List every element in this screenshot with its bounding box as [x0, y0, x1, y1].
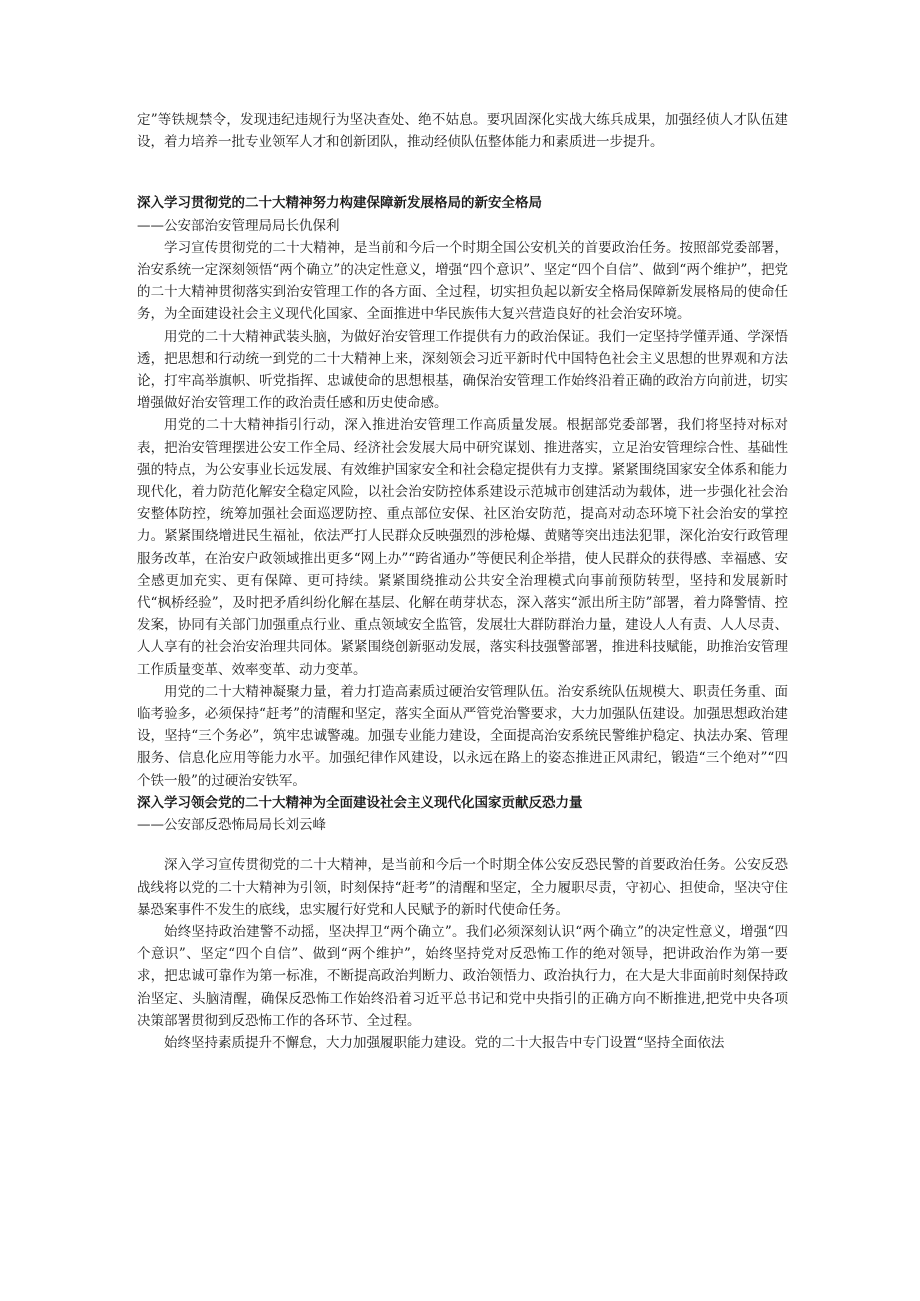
article-1-title: 深入学习贯彻党的二十大精神努力构建保障新发展格局的新安全格局 — [137, 195, 542, 212]
intro-paragraph: 定”等铁规禁令，发现违纪违规行为坚决查处、绝不姑息。要巩固深化实战大练兵成果，加强经侦人才队伍建设，着力培养一批专业领军人才和创新团队，推动经侦队伍整体能力和素质进一步提升。 — [137, 112, 788, 151]
article-1-paragraph: 用党的二十大精神凝聚力量，着力打造高素质过硬治安管理队伍。治安系统队伍规模大、职责任务重、面临考验多，必须保持“赶考”的清醒和坚定，落实全面从严管党治警要求，大力加强队伍建设。加强思想政治建设，坚持“三个务必”，筑牢忠诚警魂。加强专业能力建设，全面提高治安系统民警维护稳定、执法办案、管理服务、信息化应用等能力水平。加强纪律作风建设，以永远在路上的姿态推进正风肃纪，锻造“三个绝对”“四个铁一般”的过硬治安铁军。 — [137, 683, 788, 789]
article-1-author: ——公安部治安管理局局长仇保利 — [137, 217, 340, 234]
article-2-paragraph: 深入学习宣传贯彻党的二十大精神，是当前和今后一个时期全体公安反恐民警的首要政治任务。公安反恐战线将以党的二十大精神为引领，时刻保持“赶考”的清醒和坚定，全力履职尽责，守初心、担使命，坚决守住暴恐案事件不发生的底线，忠实履行好党和人民赋予的新时代使命任务。 — [137, 857, 788, 918]
document-page — [137, 109, 788, 1054]
article-1-paragraph: 用党的二十大精神指引行动，深入推进治安管理工作高质量发展。根据部党委部署，我们将坚持对标对表，把治安管理摆进公安工作全局、经济社会发展大局中研究谋划、推进落实，立足治安管理综合性、基础性强的特点，为公安事业长远发展、有效维护国家安全和社会稳定提供有力支撑。紧紧围绕国家安全体系和能力现代化，着力防范化解安全稳定风险，以社会治安防控体系建设示范城市创建活动为载体，进一步强化社会治安整体防控，统筹加强社会面巡逻防控、重点部位安保、社区治安防范，提高对动态环境下社会治安的掌控力。紧紧围绕增进民生福祉，依法严打人民群众反映强烈的涉枪爆、黄赌等突出违法犯罪，深化治安行政管理服务改革，在治安户政领域推出更多“网上办”“跨省通办”等便民利企举措，使人民群众的获得感、幸福感、安全感更加充实、更有保障、更可持续。紧紧围绕推动公共安全治理模式向事前预防转型，坚持和发展新时代“枫桥经验”，及时把矛盾纠纷化解在基层、化解在萌芽状态，深入落实“派出所主防”部署，着力降警情、控发案，协同有关部门加强重点行业、重点领域安全监管，发展壮大群防群治力量，建设人人有责、人人尽责、人人享有的社会治安治理共同体。紧紧围绕创新驱动发展，落实科技强警部署，推进科技赋能，助推治安管理工作质量变革、效率变革、动力变革。 — [137, 417, 788, 678]
article-1-paragraph: 用党的二十大精神武装头脑，为做好治安管理工作提供有力的政治保证。我们一定坚持学懂弄通、学深悟透，把思想和行动统一到党的二十大精神上来，深刻领会习近平新时代中国特色社会主义思想的世界观和方法论，打牢高举旗帜、听党指挥、忠诚使命的思想根基，确保治安管理工作始终沿着正确的政治方向前进，切实增强做好治安管理工作的政治责任感和历史使命感。 — [137, 328, 788, 412]
article-2-paragraph: 始终坚持素质提升不懈怠，大力加强履职能力建设。党的二十大报告中专门设置“坚持全面依法 — [164, 1034, 725, 1051]
article-1-paragraph: 学习宣传贯彻党的二十大精神，是当前和今后一个时期全国公安机关的首要政治任务。按照部党委部署，治安系统一定深刻领悟“两个确立”的决定性意义，增强“四个意识”、坚定“四个自信”、做到“两个维护”，把党的二十大精神贯彻落实到治安管理工作的各方面、全过程，切实担负起以新安全格局保障新发展格局的使命任务，为全面建设社会主义现代化国家、全面推进中华民族伟大复兴营造良好的社会治安环境。 — [137, 239, 788, 323]
article-2-author: ——公安部反恐怖局局长刘云峰 — [137, 817, 326, 834]
article-2-title: 深入学习领会党的二十大精神为全面建设社会主义现代化国家贡献反恐力量 — [137, 794, 583, 811]
article-2-paragraph: 始终坚持政治建警不动摇，坚决捍卫“两个确立”。我们必须深刻认识“两个确立”的决定性意义，增强“四个意识”、坚定“四个自信”、做到“两个维护”，始终坚持党对反恐怖工作的绝对领导，把讲政治作为第一要求，把忠诚可靠作为第一标准，不断提高政治判断力、政治领悟力、政治执行力，在大是大非面前时刻保持政治坚定、头脑清醒，确保反恐怖工作始终沿着习近平总书记和党中央指引的正确方向不断推进,把党中央各项决策部署贯彻到反恐怖工作的各环节、全过程。 — [137, 923, 788, 1029]
